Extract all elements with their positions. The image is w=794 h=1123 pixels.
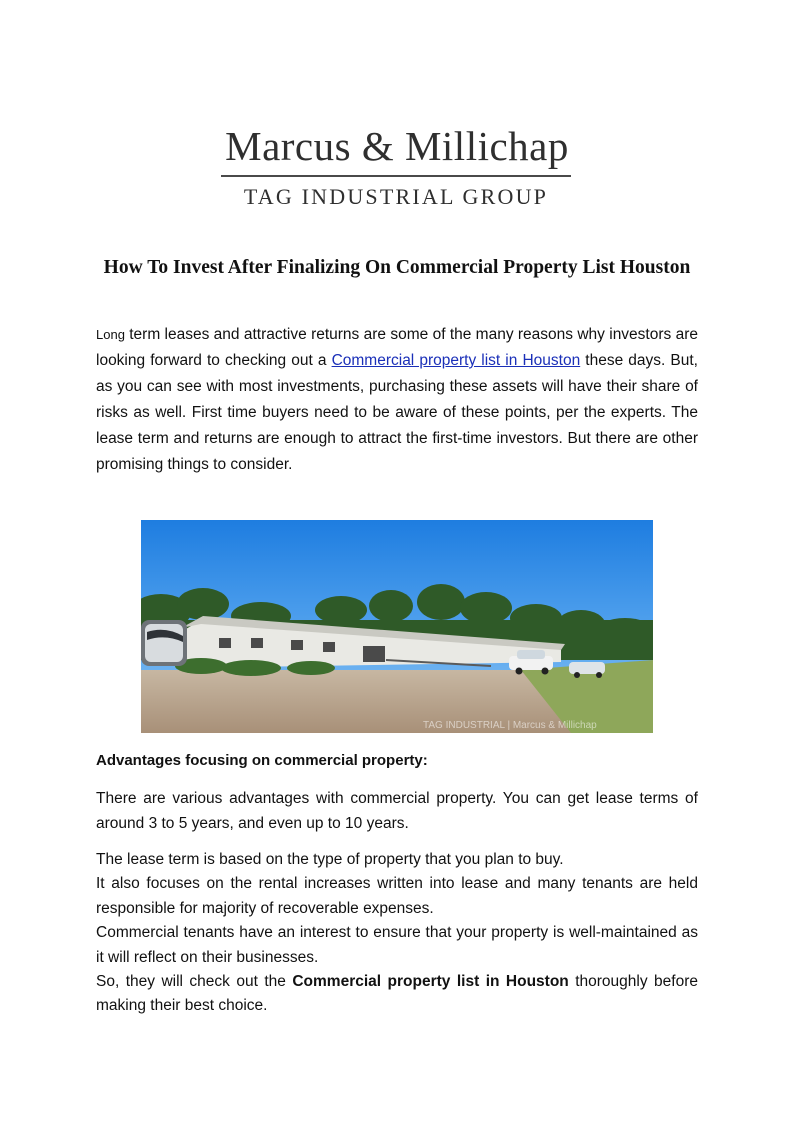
intro-text-before-link: term leases and attractive returns are some of the many reasons why investors are looking forward to checking out a <box>96 326 698 369</box>
lease-line-4-start: So, they will check out the <box>96 973 293 991</box>
logo-subtitle: TAG INDUSTRIAL GROUP <box>243 184 549 209</box>
photo-watermark: TAG INDUSTRIAL | Marcus & Millichap <box>423 720 597 731</box>
property-photo <box>141 520 653 733</box>
intro-paragraph <box>96 322 698 478</box>
page-title: How To Invest After Finalizing On Commercial Property List Houston <box>103 257 691 278</box>
lease-line-2: It also focuses on the rental increases written into lease and many tenants are held responsible for majority of recoverable expenses. <box>96 875 698 917</box>
commercial-property-list-link[interactable]: Commercial property list in Houston <box>331 352 581 369</box>
intro-text-after-link: these days. But, as you can see with most investments, purchasing these assets will have their share of risks as well. First time buyers need to be aware of these points, per the experts. The lease term and returns are enough to attract the first-time investors. But there are other promising things to consider. <box>96 352 698 473</box>
intro-first-word: Long <box>96 327 125 342</box>
lease-line-3: Commercial tenants have an interest to ensure that your property is well-maintained as it will reflect on their businesses. <box>96 924 698 966</box>
advantages-heading: Advantages focusing on commercial property: <box>96 752 428 769</box>
lease-line-1: The lease term is based on the type of property that you plan to buy. <box>96 851 564 868</box>
logo-wordmark: Marcus & Millichap <box>225 123 569 169</box>
lease-details-paragraph <box>96 848 698 1019</box>
brand-logo <box>221 118 573 214</box>
advantages-paragraph: There are various advantages with commercial property. You can get lease terms of around 3 to 5 years, and even up to 10 years. <box>96 790 698 832</box>
logo-divider <box>221 175 571 177</box>
lease-line-4-end: thoroughly before making their best choice. <box>96 973 698 1015</box>
lease-line-4-bold: Commercial property list in Houston <box>292 973 569 991</box>
